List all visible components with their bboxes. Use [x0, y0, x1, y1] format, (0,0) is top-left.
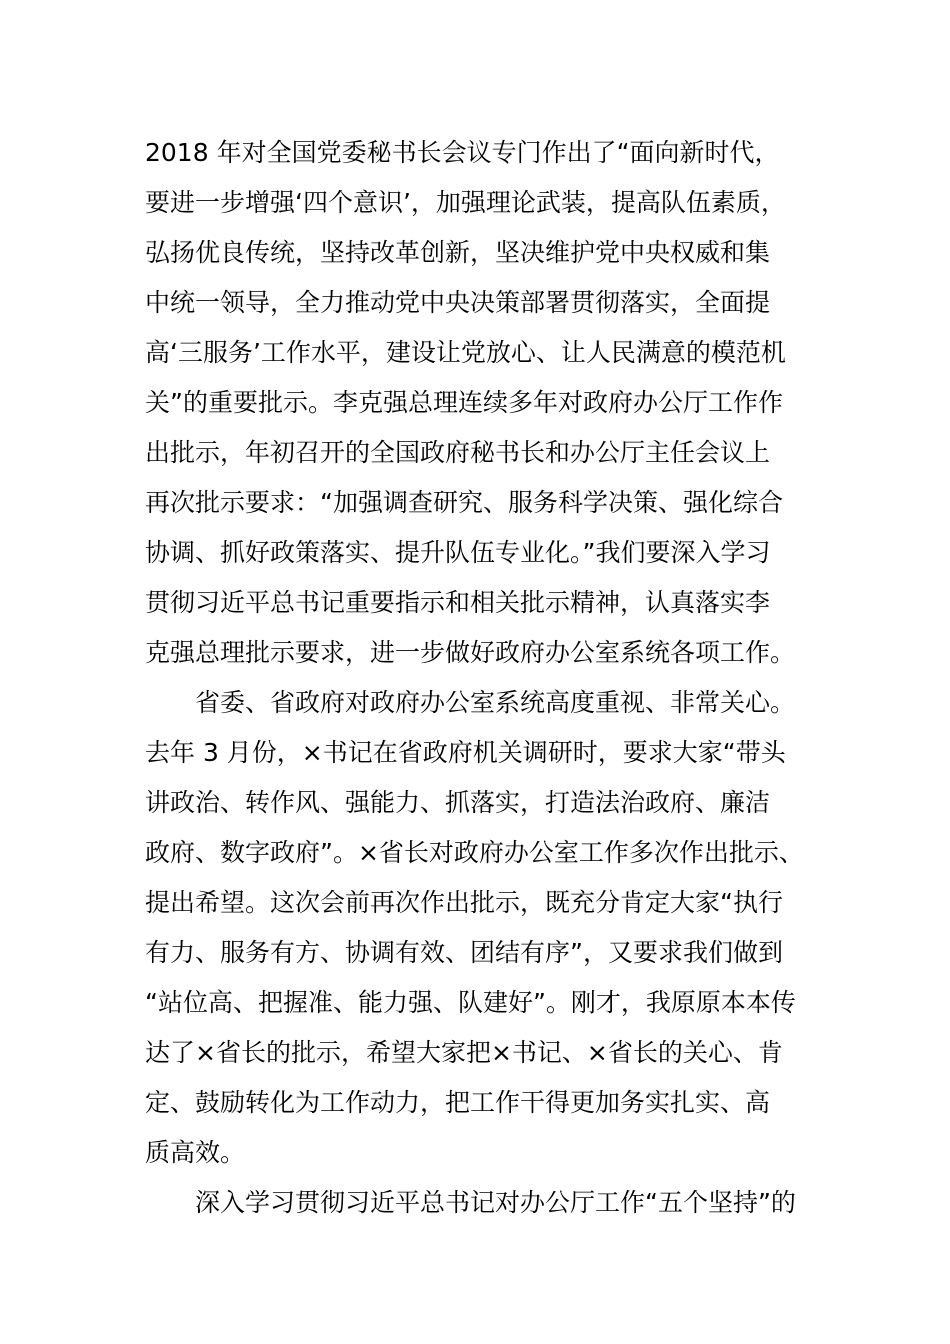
text-line: 要进一步增强‘四个意识’，加强理论武装，提高队伍素质，	[145, 188, 786, 217]
text-line: 定、鼓励转化为工作动力，把工作干得更加务实扎实、高	[145, 1088, 771, 1117]
text-line: 去年 3 月份，×书记在省政府机关调研时，要求大家“带头	[145, 738, 786, 767]
text-line: 中统一领导，全力推动党中央决策部署贯彻落实，全面提	[145, 288, 771, 317]
text-line: 克强总理批示要求，进一步做好政府办公室系统各项工作。	[145, 638, 796, 667]
document-body	[145, 128, 845, 1228]
text-line: 再次批示要求：“加强调查研究、服务科学决策、强化综合	[145, 488, 783, 517]
text-line: 协调、抓好政策落实、提升队伍专业化。”我们要深入学习	[145, 538, 771, 567]
text-line: 有力、服务有方、协调有效、团结有序”，又要求我们做到	[145, 938, 783, 967]
text-line: 贯彻习近平总书记重要指示和相关批示精神，认真落实李	[145, 588, 771, 617]
text-line: 弘扬优良传统，坚持改革创新，坚决维护党中央权威和集	[145, 238, 771, 267]
text-line: 讲政治、转作风、强能力、抓落实，打造法治政府、廉洁	[145, 788, 771, 817]
text-line: 达了×省长的批示，希望大家把×书记、×省长的关心、肯	[145, 1038, 783, 1067]
text-line: “站位高、把握准、能力强、队建好”。刚才，我原原本本传	[145, 988, 796, 1017]
text-line: 出批示，年初召开的全国政府秘书长和办公厅主任会议上	[145, 438, 771, 467]
text-line: 政府、数字政府”。×省长对政府办公室工作多次作出批示、	[145, 838, 804, 867]
text-line: 提出希望。这次会前再次作出批示，既充分肯定大家“执行	[145, 888, 783, 917]
text-line: 质高效。	[145, 1138, 246, 1167]
paragraph-start-line: 深入学习贯彻习近平总书记对办公厅工作“五个坚持”的	[145, 1188, 796, 1217]
text-line: 高‘三服务’工作水平，建设让党放心、让人民满意的模范机	[145, 338, 786, 367]
text-line: 2018 年对全国党委秘书长会议专门作出了“面向新时代，	[145, 138, 780, 167]
text-line: 关”的重要批示。李克强总理连续多年对政府办公厅工作作	[145, 388, 783, 417]
paragraph-start-line: 省委、省政府对政府办公室系统高度重视、非常关心。	[145, 688, 796, 717]
